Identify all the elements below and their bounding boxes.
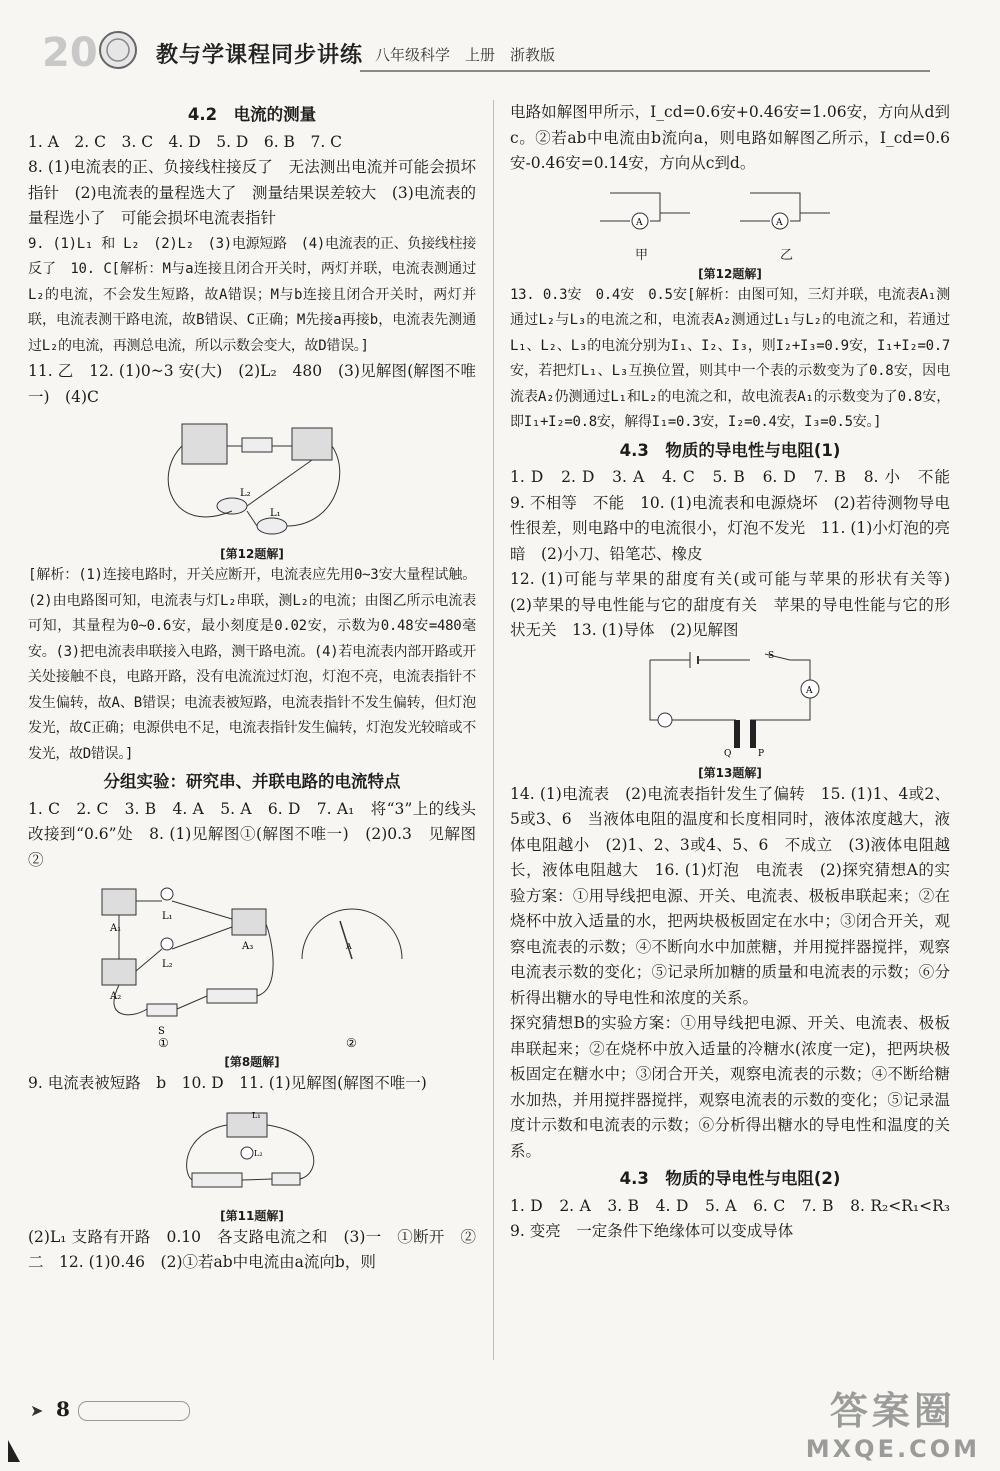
svg-text:L₂: L₂ xyxy=(162,959,173,970)
svg-text:L₂: L₂ xyxy=(240,488,251,499)
watermark xyxy=(806,1380,980,1463)
figure-q12 xyxy=(28,416,476,541)
answer-paragraph: 电路如解图甲所示，I_cd=0.6安+0.46安=1.06安，方向从d到c。②若ab中电流由b流向a，则电路如解图乙所示，I_cd=0.6安-0.46安=0.14安，方向从c到d。 xyxy=(510,103,950,172)
answer-paragraph: 14. (1)电流表 (2)电流表指针发生了偏转 15. (1)1、4或2、5或3、6 当液体电阻的温度和长度相同时，液体浓度越大，液体电阻越小 (2)1、2、3或4、5、6 不成立 (3)液体电阻越长，液体电阻越大 16. (1)灯泡 电流表 (2)探究猜想A的实验方案：①用导线把电源、开关、电流表、极板串联起来；②在烧杯中放入适量的水，把两块极板固定在水中；③闭合开关，观察电流表的示数；④不断向水中加蔗糖，并用搅拌器搅拌，观察电流表示数的变化；⑤记录所加糖的质量和电流表的示数；⑥分析得出糖水的导电性和浓度的关系。 xyxy=(510,784,950,1007)
figure-caption: [第12题解] xyxy=(698,266,762,281)
svg-text:②: ② xyxy=(346,1036,357,1049)
header-rule xyxy=(360,70,930,72)
decorative-pill xyxy=(78,1401,190,1421)
svg-text:A: A xyxy=(636,217,643,228)
watermark-text: 答案圈 xyxy=(829,1389,956,1433)
figure-caption: [第12题解] xyxy=(220,547,284,561)
answer-paragraph: 1. D 2. D 3. A 4. C 5. B 6. D 7. B 8. 小 不能 9. 不相等 不能 10. (1)电流表和电源烧坏 (2)若待测物导电性很差，则电路中的电流很小，灯泡不发光 11. (1)小灯泡的亮暗 (2)小刀、铅笔芯、橡皮 xyxy=(510,468,966,563)
figure-label: 乙 xyxy=(780,247,794,263)
circuit-diagram-icon xyxy=(82,879,422,1049)
figure-q12-circuits xyxy=(510,183,950,261)
figure-caption: [第11题解] xyxy=(220,1208,284,1223)
figure-label: 甲 xyxy=(635,247,649,263)
section-title: 分组实验：研究串、并联电路的电流特点 xyxy=(103,772,401,791)
page-number: 8 xyxy=(56,1397,70,1421)
figure-q13 xyxy=(510,650,950,760)
svg-text:A: A xyxy=(776,217,783,228)
figure-q11 xyxy=(28,1103,476,1203)
svg-text:A: A xyxy=(806,685,813,696)
svg-text:P: P xyxy=(758,748,765,759)
answer-paragraph: 1. D 2. A 3. B 4. D 5. A 6. C 7. B 8. R₂<R₁<R₃ 9. 变亮 一定条件下绝缘体可以变成导体 xyxy=(510,1196,966,1240)
answer-paragraph: 11. 乙 12. (1)0~3 安(大) (2)L₂ 480 (3)见解图(解图不唯一) (4)C xyxy=(28,362,476,406)
svg-text:A₃: A₃ xyxy=(242,941,254,952)
svg-text:20: 20 xyxy=(42,30,98,72)
watermark-url: MXQE.COM xyxy=(805,1435,980,1463)
figure-caption: [第8题解] xyxy=(224,1055,280,1069)
svg-text:L₂: L₂ xyxy=(254,1148,263,1158)
page-footer xyxy=(30,1397,170,1427)
svg-text:A: A xyxy=(346,942,352,951)
answer-paragraph: 13. 0.3安 0.4安 0.5安[解析：由图可知，三灯并联，电流表A₁测通过L₂与L₃的电流之和，电流表A₂测通过L₁与L₂的电流之和，若通过L₁、L₂、L₃的电流分别为I₁、I₂、I₃，则I₂+I₃=0.9安，I₁+I₂=0.7安，若把灯L₁、L₃互换位置，则其中一个表的示数变为了0.8安，因电流表A₂仍测通过L₁和L₂的电流之和，故电流表A₁的示数变为了0.8安，即I₁+I₂=0.8安，解得I₁=0.3安，I₂=0.4安，I₃=0.5安。] xyxy=(510,286,950,430)
answer-paragraph: 9. 电流表被短路 b 10. D 11. (1)见解图(解图不唯一) xyxy=(28,1074,427,1092)
column-divider xyxy=(493,100,494,1360)
answer-paragraph: (2)L₁ 支路有开路 0.10 各支路电流之和 (3)一 ①断开 ②二 12. (1)0.46 (2)①若ab中电流由a流向b，则 xyxy=(28,1227,476,1271)
svg-text:①: ① xyxy=(158,1036,169,1049)
figure-caption: [第13题解] xyxy=(698,765,762,780)
answer-paragraph: 探究猜想B的实验方案：①用导线把电源、开关、电流表、极板串联起来；②在烧杯中放入适量的冷糖水(浓度一定)，把两块极板固定在糖水中；③闭合开关，观察电流表的示数；④不断给糖水加热，并用搅拌器搅拌，观察电流表的示数的变化；⑤记录温度计示数和电流表的示数；⑥分析得出糖水的导电性和温度的关系。 xyxy=(510,1014,950,1160)
book-subtitle: 八年级科学 上册 浙教版 xyxy=(375,46,556,64)
circuit-diagram-icon xyxy=(640,650,820,760)
corner-mark-icon xyxy=(8,1440,20,1462)
circuit-diagram-icon xyxy=(152,416,352,541)
series-logo-icon xyxy=(40,28,150,72)
answer-paragraph: 8. (1)电流表的正、负接线柱接反了 无法测出电流并可能会损坏指针 (2)电流表的量程选大了 测量结果误差较大 (3)电流表的量程选小了 可能会损坏电流表指针 xyxy=(28,158,476,227)
section-title: 4.3 物质的导电性与电阻(2) xyxy=(619,1169,841,1188)
svg-text:A₁: A₁ xyxy=(110,923,122,934)
circuit-diagram-icon xyxy=(590,183,870,243)
section-title: 4.2 电流的测量 xyxy=(187,105,317,124)
figure-q8 xyxy=(28,879,476,1049)
svg-text:A₂: A₂ xyxy=(110,991,122,1002)
svg-text:L₁: L₁ xyxy=(252,1110,261,1120)
svg-text:L₁: L₁ xyxy=(162,911,173,922)
answer-paragraph: [解析：(1)连接电路时，开关应断开，电流表应先用0~3安大量程试触。(2)由电路图可知，电流表与灯L₂串联，测L₂的电流；由图乙所示电流表可知，其量程为0~0.6安，最小刻度是0.02安，示数为0.48安=480毫安。(3)把电流表串联接入电路，测干路电流。(4)若电流表内部开路或开关处接触不良，电路开路，没有电流流过灯泡，灯泡不亮，电流表指针不发生偏转，故A、B错误；电流表被短路，电流表指针不发生偏转，但灯泡发光，故C正确；电源供电不足，电流表指针发生偏转，灯泡发光较暗或不发光，故D错误。] xyxy=(28,567,476,762)
arrow-icon: ➤ xyxy=(30,1401,44,1420)
right-column xyxy=(510,100,966,1245)
answer-paragraph: 9. (1)L₁ 和 L₂ (2)L₂ (3)电源短路 (4)电流表的正、负接线柱接反了 10. C[解析：M与a连接且闭合开关时，两灯并联，电流表测通过L₂的电流，不会发生短路，故A错误；M与b连接且闭合开关时，两灯并联，电流表测干路电流，故B错误、C正确；M先接a再接b，电流表先测通过L₂的电流，再测总电流，所以示数会变大，故D错误。] xyxy=(28,235,476,354)
svg-text:Q: Q xyxy=(724,748,732,759)
svg-text:S: S xyxy=(158,1026,165,1037)
series-title: 教与学课程同步讲练 xyxy=(156,43,364,68)
circuit-diagram-icon xyxy=(172,1103,332,1203)
answer-paragraph: 1. C 2. C 3. B 4. A 5. A 6. D 7. A₁ 将“3”上的线头改接到“0.6”处 8. (1)见解图①(解图不唯一) (2)0.3 见解图② xyxy=(28,799,476,869)
left-column xyxy=(28,100,476,1276)
section-title: 4.3 物质的导电性与电阻(1) xyxy=(619,440,841,460)
answer-paragraph: 1. A 2. C 3. C 4. D 5. D 6. B 7. C xyxy=(28,132,343,151)
svg-text:S: S xyxy=(768,650,775,661)
page-header xyxy=(30,28,930,78)
svg-text:L₁: L₁ xyxy=(270,508,281,519)
answer-paragraph: 12. (1)可能与苹果的甜度有关(或可能与苹果的形状有关等) (2)苹果的导电性能与它的甜度有关 苹果的导电性能与它的形状无关 13. (1)导体 (2)见解图 xyxy=(510,570,966,639)
